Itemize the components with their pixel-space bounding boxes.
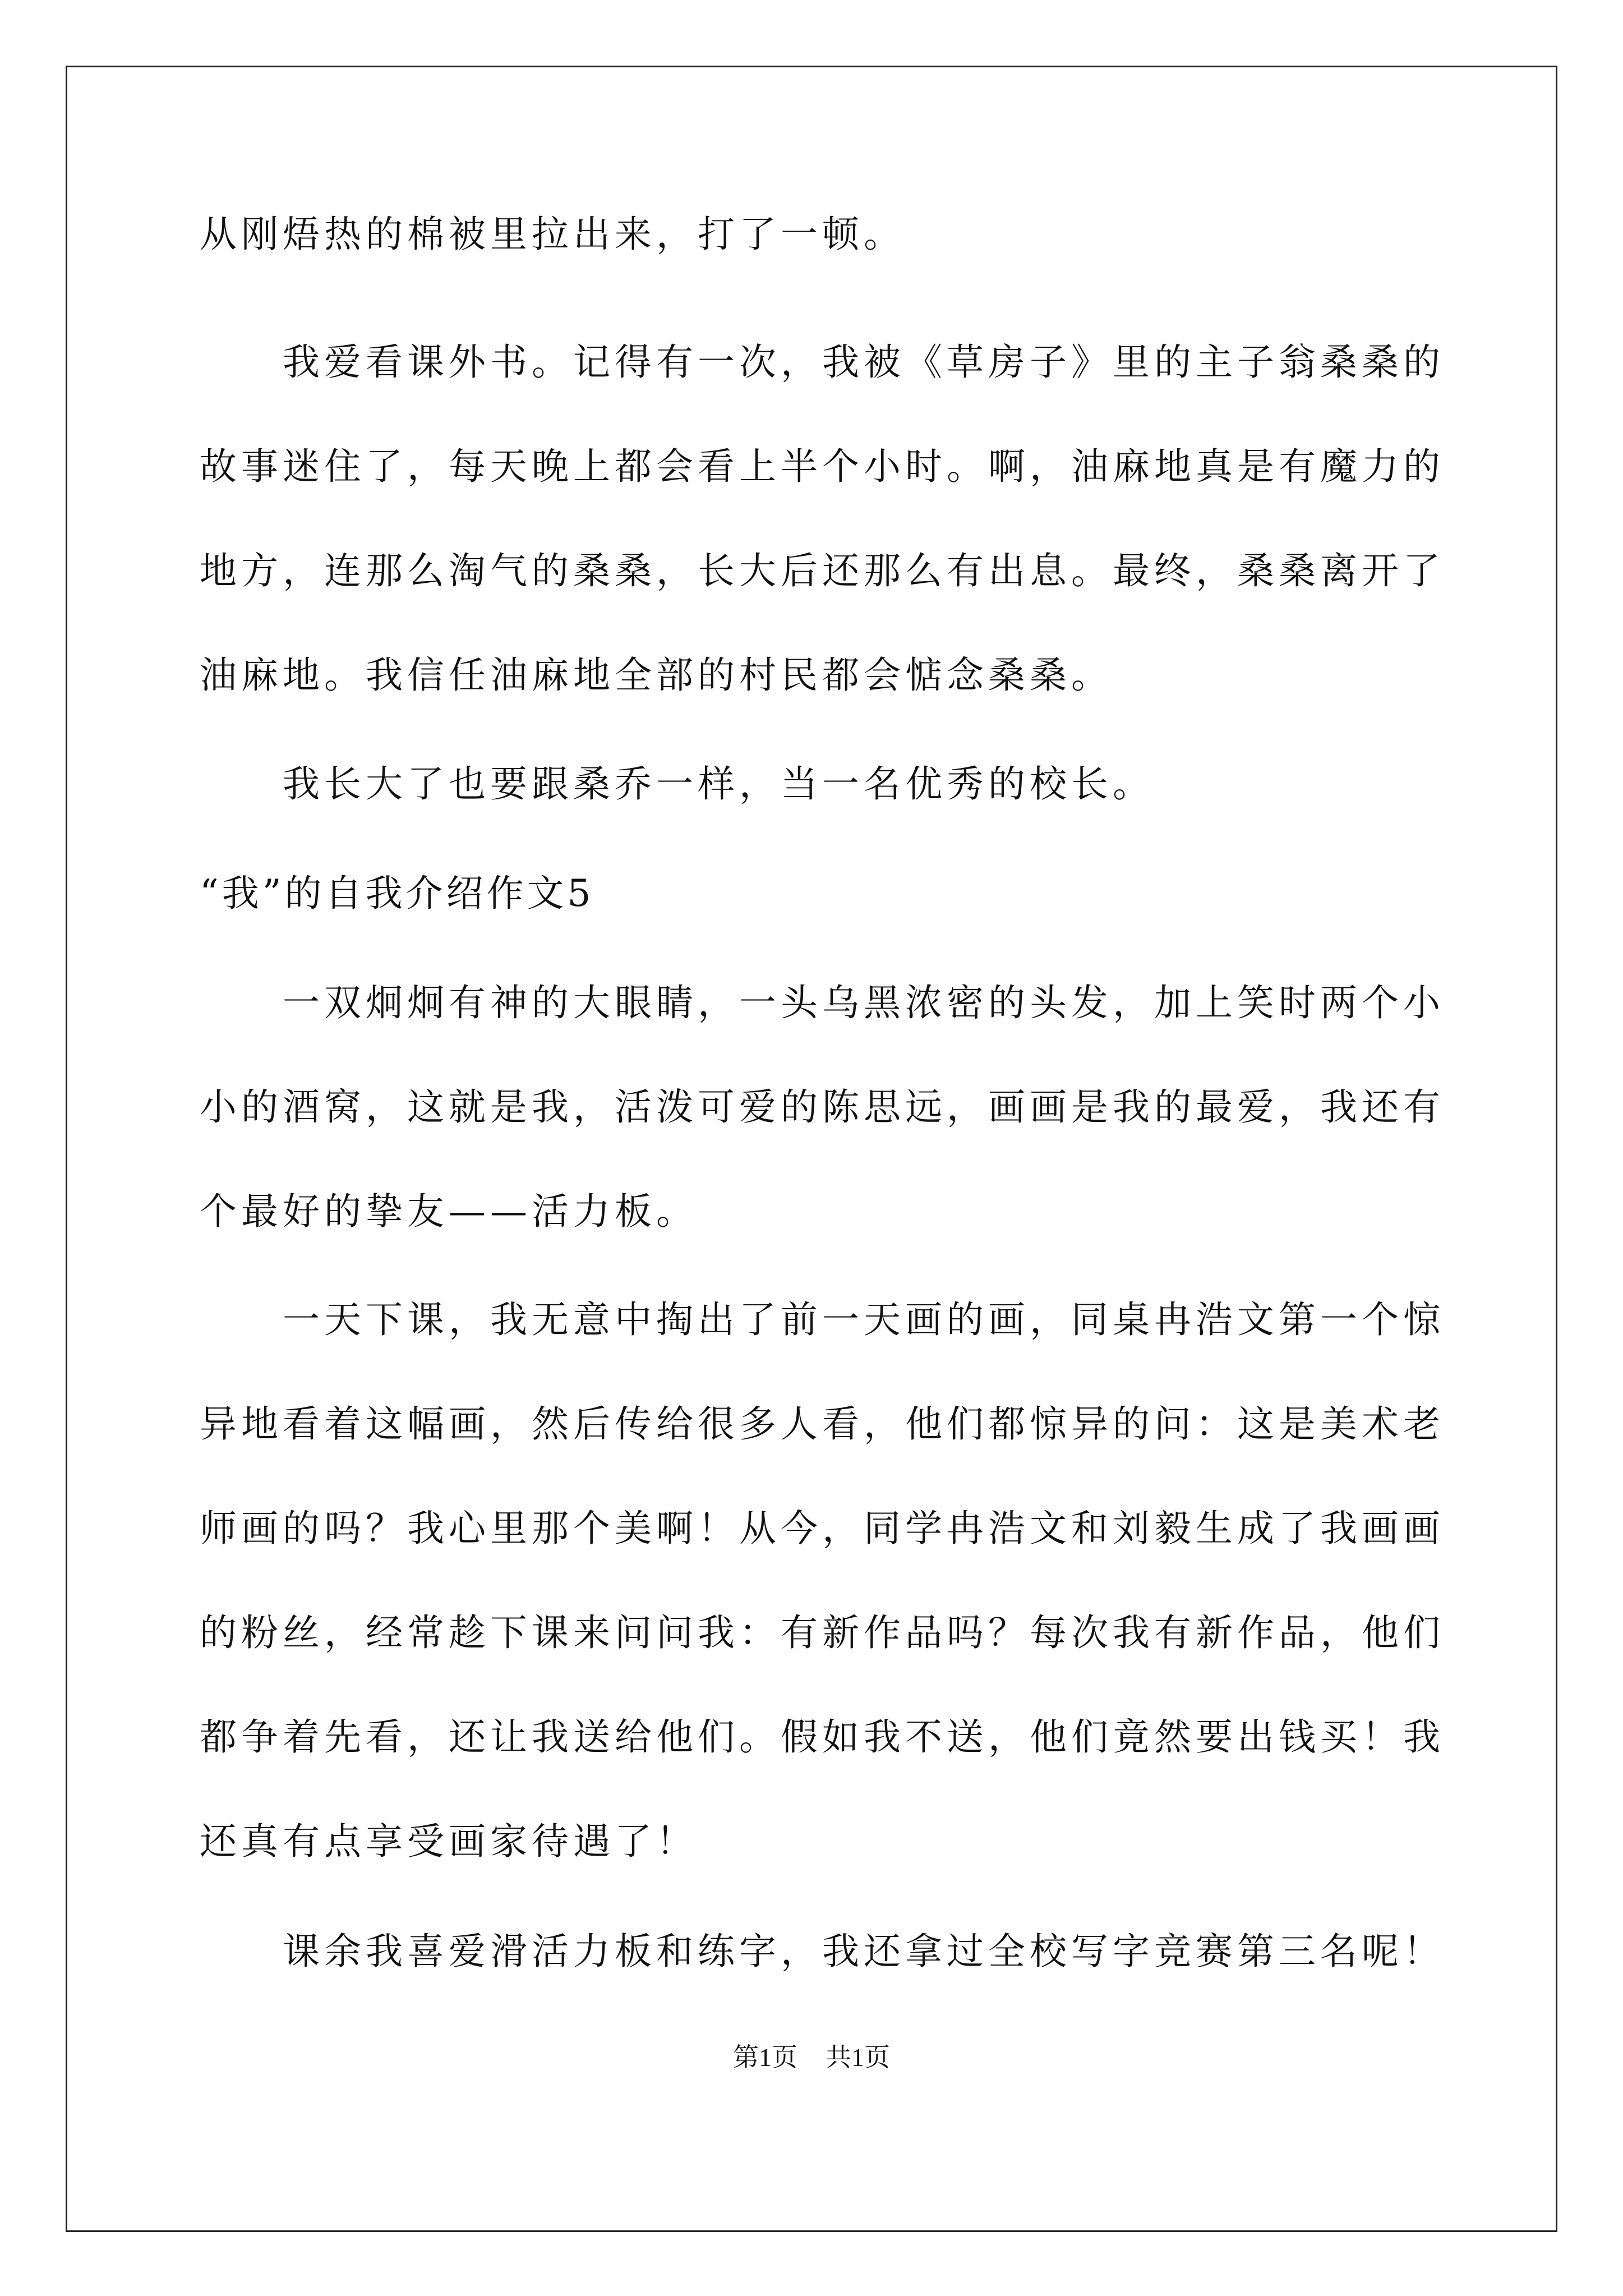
text-line-3: 故事迷住了，每天晚上都会看上半个小时。啊，油麻地真是有魔力的 xyxy=(200,445,1445,488)
page-footer xyxy=(0,2042,1623,2073)
text-line-5: 油麻地。我信任油麻地全部的村民都会惦念桑桑。 xyxy=(200,654,1113,697)
text-line-15: 都争着先看，还让我送给他们。假如我不送，他们竟然要出钱买！我 xyxy=(200,1715,1445,1759)
text-line-9: 小的酒窝，这就是我，活泼可爱的陈思远，画画是我的最爱，我还有 xyxy=(200,1085,1445,1129)
text-line-16: 还真有点享受画家待遇了！ xyxy=(200,1820,698,1863)
text-line-4: 地方，连那么淘气的桑桑，长大后还那么有出息。最终，桑桑离开了 xyxy=(200,549,1445,592)
page-border xyxy=(66,66,1557,2232)
text-line-13: 师画的吗？我心里那个美啊！从今，同学冉浩文和刘毅生成了我画画 xyxy=(200,1507,1445,1550)
section-heading: “我”的自我介绍作文5 xyxy=(200,872,594,915)
page-number: 第1页 xyxy=(733,2043,797,2072)
text-line-11: 一天下课，我无意中掏出了前一天画的画，同桌冉浩文第一个惊 xyxy=(283,1298,1445,1341)
text-line-8: 一双炯炯有神的大眼睛，一头乌黑浓密的头发，加上笑时两个小 xyxy=(283,981,1445,1024)
text-line-10: 个最好的挚友——活力板。 xyxy=(200,1190,698,1233)
text-line-2: 我爱看课外书。记得有一次，我被《草房子》里的主子翁桑桑的 xyxy=(283,341,1445,384)
text-line-17: 课余我喜爱滑活力板和练字，我还拿过全校写字竞赛第三名呢！ xyxy=(283,1930,1445,1973)
text-line-6: 我长大了也要跟桑乔一样，当一名优秀的校长。 xyxy=(283,762,1154,806)
text-line-14: 的粉丝，经常趁下课来问问我：有新作品吗？每次我有新作品，他们 xyxy=(200,1611,1445,1654)
page-total: 共1页 xyxy=(826,2043,890,2072)
text-line-1: 从刚焐热的棉被里拉出来，打了一顿。 xyxy=(200,213,905,256)
text-line-12: 异地看着这幅画，然后传给很多人看，他们都惊异的问：这是美术老 xyxy=(200,1402,1445,1446)
